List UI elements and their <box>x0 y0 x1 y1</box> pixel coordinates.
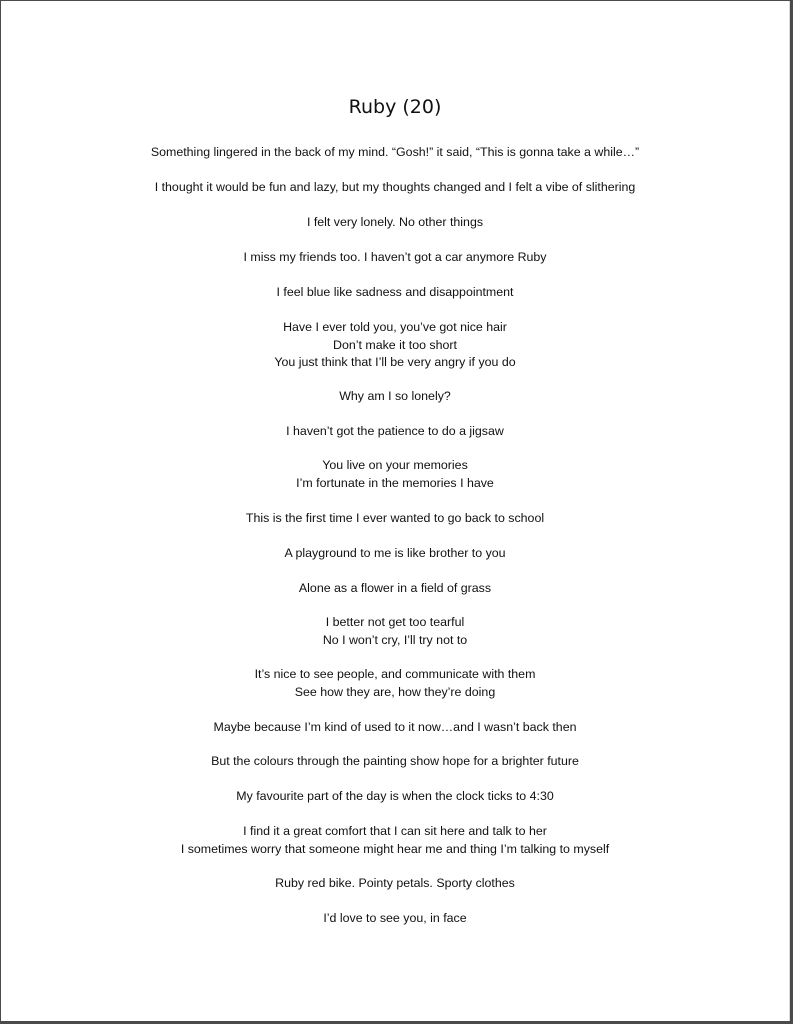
poem-line: Ruby red bike. Pointy petals. Sporty clothes <box>275 876 515 890</box>
poem-line: I better not get too tearful <box>325 615 465 629</box>
poem-line: See how they are, how they’re doing <box>294 684 496 699</box>
stanza <box>1 249 789 267</box>
stanza <box>1 545 789 563</box>
stanza <box>1 144 789 162</box>
stanza <box>1 319 789 372</box>
poem-line: I felt very lonely. No other things <box>306 215 484 229</box>
poem-line: I’m fortunate in the memories I have <box>296 475 494 490</box>
stanza <box>1 423 789 441</box>
stanza <box>1 580 789 598</box>
stanza <box>1 666 789 701</box>
poem-line: I feel blue like sadness and disappointment <box>276 285 514 299</box>
poem-line: You just think that I’ll be very angry if you do <box>274 355 516 369</box>
poem-line: My favourite part of the day is when the clock ticks to 4:30 <box>236 789 554 803</box>
stanza <box>1 388 789 406</box>
stanza <box>1 875 789 893</box>
document-page <box>1 1 790 1021</box>
stanza <box>1 284 789 302</box>
poem-line: Don’t make it too short <box>333 337 457 352</box>
poem-title: Ruby (20) <box>348 96 442 118</box>
poem-line: I find it a great comfort that I can sit here and talk to her <box>243 824 547 838</box>
poem-line: I haven’t got the patience to do a jigsaw <box>286 424 504 438</box>
poem-line: No I won’t cry, I’ll try not to <box>322 632 468 647</box>
stanza <box>1 788 789 806</box>
stanza <box>1 510 789 528</box>
poem-line: I miss my friends too. I haven’t got a car anymore Ruby <box>243 250 547 264</box>
poem-line: Something lingered in the back of my mind. “Gosh!” it said, “This is gonna take a while…” <box>150 145 640 159</box>
poem-line: Have I ever told you, you’ve got nice hair <box>283 320 507 334</box>
poem-line: Why am I so lonely? <box>339 389 451 403</box>
stanza <box>1 614 789 649</box>
poem-line: It’s nice to see people, and communicate with them <box>254 667 536 681</box>
poem-line: You live on your memories <box>322 458 468 472</box>
stanza <box>1 753 789 771</box>
stanza <box>1 457 789 492</box>
poem-line: Maybe because I’m kind of used to it now…and I wasn’t back then <box>213 720 577 734</box>
poem-line: But the colours through the painting show hope for a brighter future <box>211 754 579 768</box>
stanza <box>1 214 789 232</box>
poem-line: Alone as a flower in a field of grass <box>298 581 492 595</box>
stanza <box>1 719 789 737</box>
stanza <box>1 179 789 197</box>
stanza <box>1 823 789 858</box>
stanza <box>1 910 789 928</box>
poem-line: I’d love to see you, in face <box>323 911 467 925</box>
poem-line: I thought it would be fun and lazy, but my thoughts changed and I felt a vibe of slithering <box>154 180 636 194</box>
poem-line: This is the first time I ever wanted to go back to school <box>245 511 545 525</box>
poem-line: A playground to me is like brother to you <box>284 546 506 560</box>
poem-line: I sometimes worry that someone might hear me and thing I’m talking to myself <box>180 841 610 856</box>
